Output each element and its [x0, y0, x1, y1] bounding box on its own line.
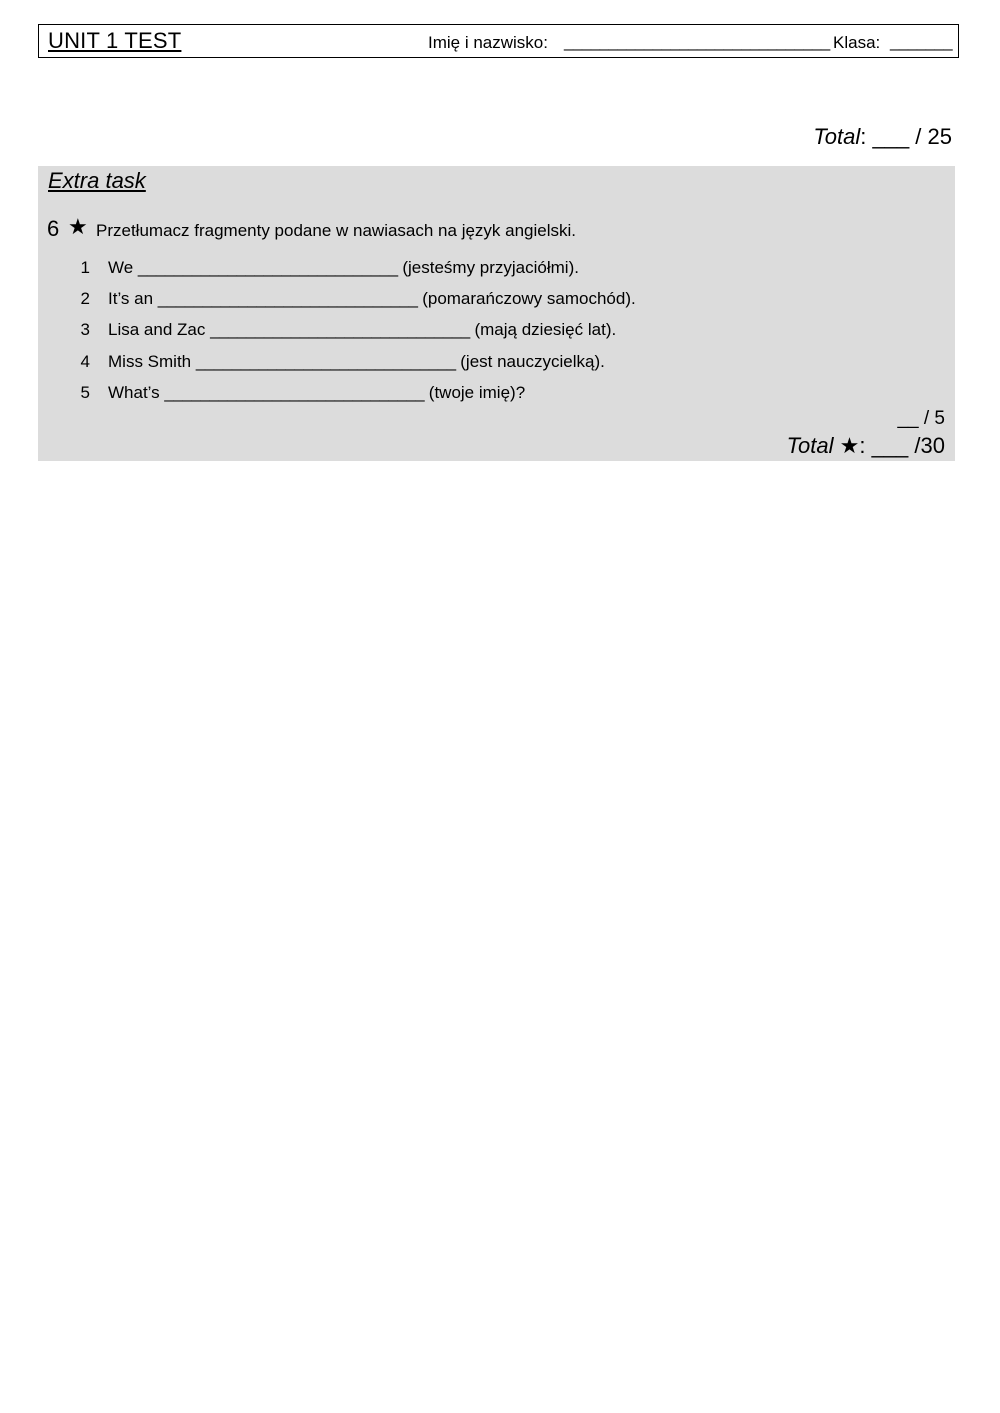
unit-title: UNIT 1 TEST — [48, 28, 182, 53]
hint-close: )? — [510, 383, 526, 402]
hint-open: ( — [417, 289, 428, 308]
item-prefix: What’s — [108, 383, 165, 402]
item-number: 2 — [80, 289, 90, 308]
extra-task-title: Extra task — [48, 168, 146, 193]
item-number: 4 — [80, 352, 90, 371]
task-score: __ / 5 — [897, 408, 945, 429]
total-value: : ___ / 25 — [860, 124, 952, 149]
total-score-main — [813, 123, 952, 151]
item-hint: jesteśmy przyjaciółmi — [408, 258, 569, 277]
name-field[interactable]: ______________________________ — [564, 32, 830, 51]
total-star-label: Total ★ — [786, 433, 860, 458]
total-label: Total — [813, 124, 861, 149]
hint-open: ( — [424, 383, 435, 402]
item-prefix: We — [108, 258, 138, 277]
item-prefix: It’s an — [108, 289, 158, 308]
item-number: 5 — [80, 383, 90, 402]
item-hint: jest nauczycielką — [465, 352, 595, 371]
item-hint: twoje imię — [434, 383, 511, 402]
item-prefix: Lisa and Zac — [108, 320, 211, 339]
answer-blank[interactable]: _____________________________ — [164, 383, 425, 402]
item-hint: pomarańczowy samochód — [427, 289, 626, 308]
item-number: 3 — [80, 320, 90, 339]
answer-blank[interactable]: _____________________________ — [157, 289, 418, 308]
item-prefix: Miss Smith — [108, 352, 196, 371]
class-label: Klasa: — [833, 33, 881, 52]
name-label: Imię i nazwisko: — [428, 33, 548, 52]
hint-open: ( — [455, 352, 466, 371]
total-star-value: : ___ /30 — [859, 433, 945, 458]
extra-task-section — [38, 166, 955, 461]
answer-blank[interactable]: _____________________________ — [210, 320, 470, 339]
task-instruction: Przetłumacz fragmenty podane w nawiasach na język angielski. — [96, 221, 577, 240]
hint-open: ( — [469, 320, 481, 339]
hint-close: ). — [594, 352, 605, 371]
test-header — [38, 24, 959, 58]
hint-close: ). — [605, 320, 617, 339]
item-number: 1 — [80, 258, 90, 277]
class-field[interactable]: _______ — [890, 32, 952, 51]
task-number: 6 — [47, 216, 60, 241]
total-score-star — [787, 432, 945, 460]
hint-close: ). — [568, 258, 579, 277]
answer-blank[interactable]: _____________________________ — [195, 352, 456, 371]
star-icon: ★ — [68, 214, 88, 239]
hint-open: ( — [397, 258, 408, 277]
item-hint: mają dziesięć lat — [480, 320, 606, 339]
answer-blank[interactable]: _____________________________ — [137, 258, 398, 277]
hint-close: ). — [625, 289, 636, 308]
